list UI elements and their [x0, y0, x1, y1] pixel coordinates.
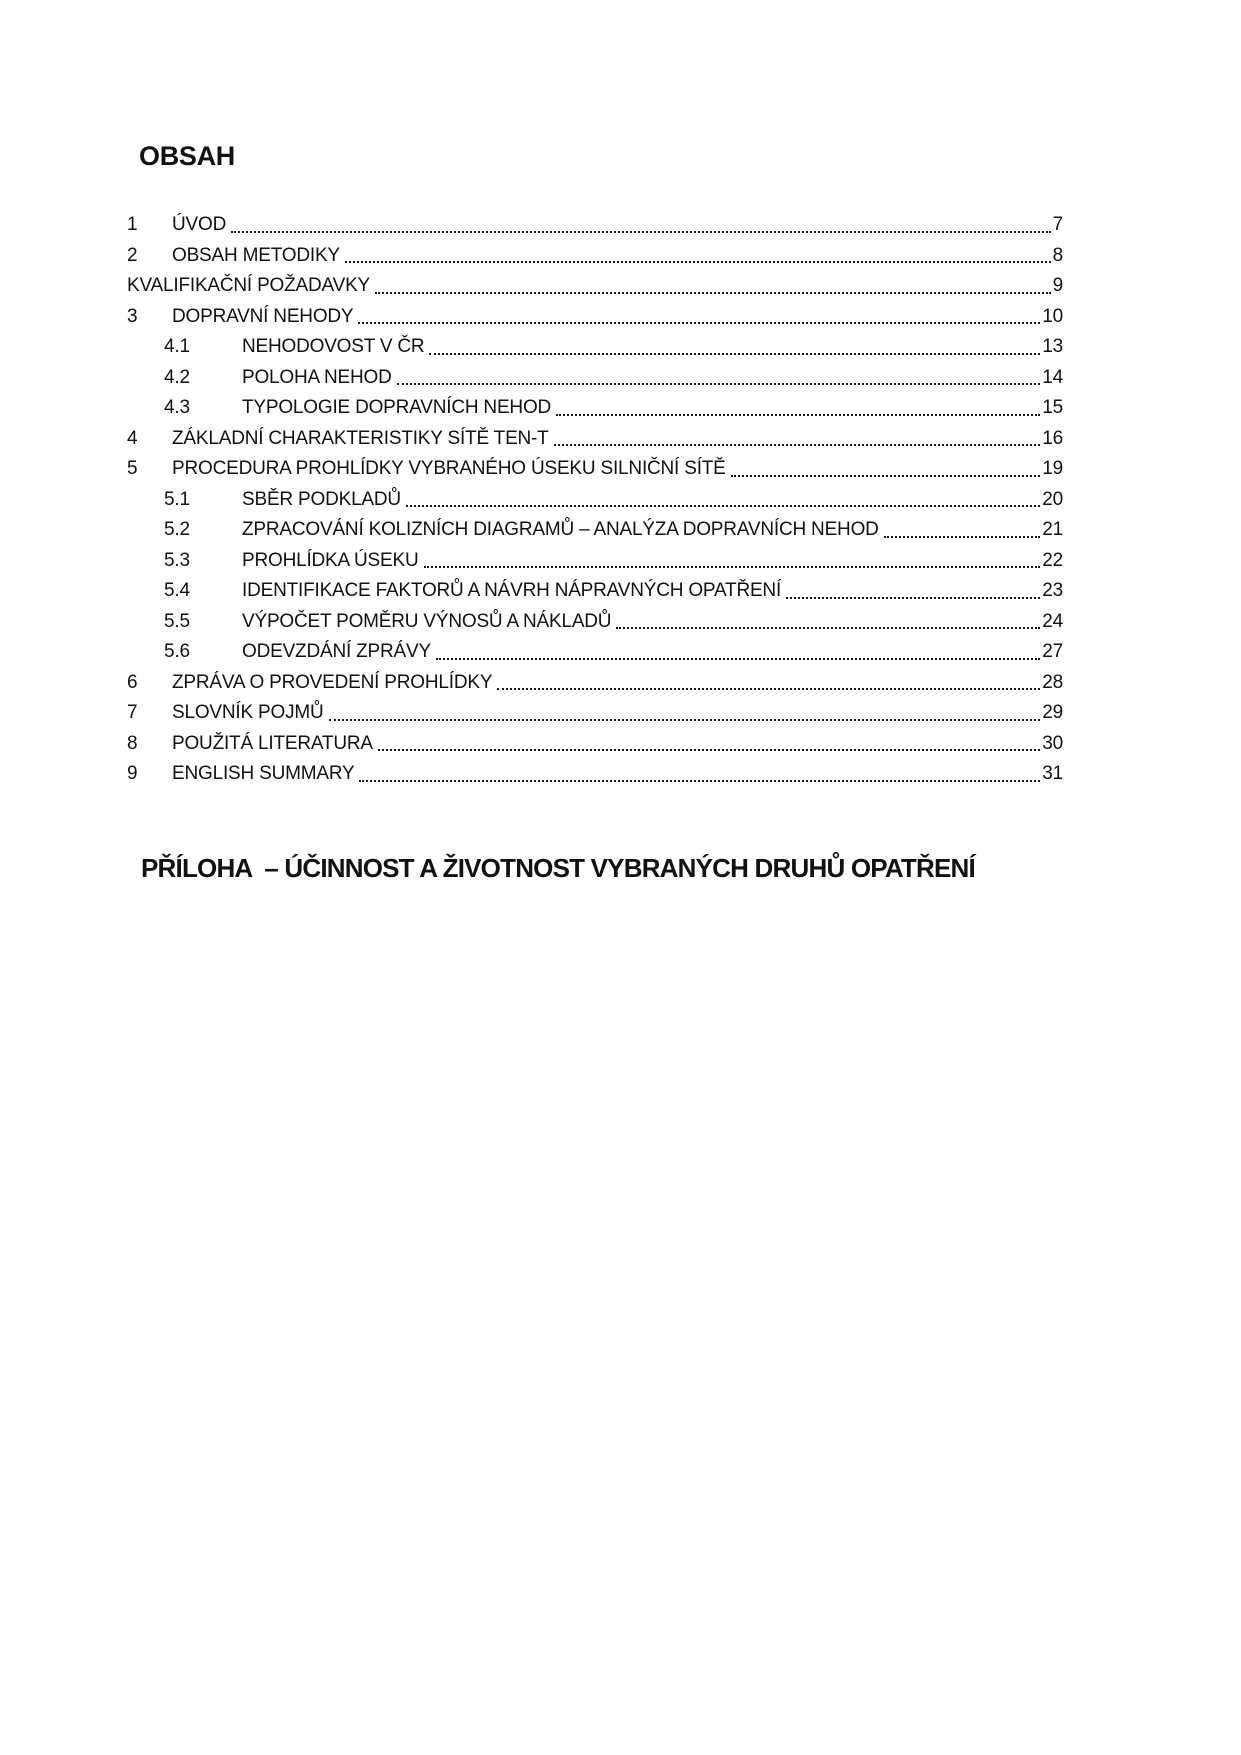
toc-entry-label: ZÁKLADNÍ CHARAKTERISTIKY SÍTĚ TEN-T — [172, 427, 549, 449]
toc-entry[interactable] — [127, 698, 1063, 729]
toc-entry[interactable] — [127, 302, 1063, 333]
toc-entry-label: ODEVZDÁNÍ ZPRÁVY — [242, 641, 431, 662]
toc-entry[interactable] — [127, 515, 1063, 546]
toc-entry-number: 4.3 — [164, 397, 190, 418]
toc-entry-number: 3 — [127, 305, 138, 327]
toc-entry-label: ZPRÁVA O PROVEDENÍ PROHLÍDKY — [172, 671, 493, 693]
toc-entry[interactable] — [127, 729, 1063, 760]
toc-entry-number: 9 — [127, 763, 138, 784]
toc-entry-page: 9 — [1052, 275, 1063, 296]
dot-leader-icon — [424, 546, 1041, 569]
appendix-heading: PŘÍLOHA – ÚČINNOST A ŽIVOTNOST VYBRANÝCH DRUHŮ OPATŘENÍ — [141, 853, 975, 883]
dot-leader-icon — [345, 241, 1051, 264]
toc-entry-page: 10 — [1042, 305, 1063, 327]
page-title: OBSAH — [139, 141, 236, 171]
toc-entry-number: 8 — [127, 732, 138, 754]
toc-entry-label: ZPRACOVÁNÍ KOLIZNÍCH DIAGRAMŮ – ANALÝZA DOPRAVNÍCH NEHOD — [242, 519, 879, 540]
dot-leader-icon — [358, 302, 1040, 325]
toc-entry[interactable] — [127, 271, 1063, 302]
toc-entry-page: 19 — [1042, 458, 1063, 479]
toc-entry-page: 21 — [1042, 519, 1063, 540]
toc-entry-page: 27 — [1042, 641, 1063, 662]
toc-entry[interactable] — [127, 759, 1063, 790]
toc-entry-number: 5.1 — [164, 488, 190, 510]
dot-leader-icon — [616, 607, 1040, 630]
toc-entry[interactable] — [127, 424, 1063, 455]
toc-entry[interactable] — [127, 210, 1063, 241]
toc-entry-page: 22 — [1042, 549, 1063, 571]
toc-entry-label: ENGLISH SUMMARY — [172, 763, 355, 784]
toc-entry-label: POLOHA NEHOD — [242, 366, 392, 388]
dot-leader-icon — [786, 576, 1040, 599]
toc-entry-number: 5 — [127, 458, 138, 479]
dot-leader-icon — [359, 759, 1040, 782]
toc-entry[interactable] — [127, 241, 1063, 272]
toc-entry-page: 23 — [1042, 580, 1063, 601]
toc-entry-page: 8 — [1052, 244, 1063, 266]
toc-entry-number: 6 — [127, 671, 138, 693]
toc-entry-label: TYPOLOGIE DOPRAVNÍCH NEHOD — [242, 397, 552, 418]
toc-entry-number: 2 — [127, 244, 138, 266]
toc-entry[interactable] — [127, 607, 1063, 638]
dot-leader-icon — [436, 637, 1040, 660]
toc-entry-number: 5.3 — [164, 549, 190, 571]
toc-entry-label: KVALIFIKAČNÍ POŽADAVKY — [127, 275, 371, 296]
toc-entry-label: VÝPOČET POMĚRU VÝNOSŮ A NÁKLADŮ — [242, 610, 612, 632]
toc-entry-page: 30 — [1042, 732, 1063, 754]
toc-entry-label: PROCEDURA PROHLÍDKY VYBRANÉHO ÚSEKU SILNIČNÍ SÍTĚ — [172, 458, 726, 479]
toc-entry-number: 7 — [127, 702, 138, 723]
toc-entry-page: 15 — [1042, 397, 1063, 418]
toc-entry-number: 5.5 — [164, 610, 190, 632]
toc-entry[interactable] — [127, 637, 1063, 668]
toc-entry-number: 4 — [127, 427, 138, 449]
dot-leader-icon — [231, 210, 1051, 233]
toc-entry-page: 29 — [1042, 702, 1063, 723]
toc-entry-label: POUŽITÁ LITERATURA — [172, 732, 373, 754]
dot-leader-icon — [406, 485, 1040, 508]
dot-leader-icon — [556, 393, 1040, 416]
toc-entry-label: DOPRAVNÍ NEHODY — [172, 305, 354, 327]
toc-entry-page: 14 — [1042, 366, 1063, 388]
toc-entry-page: 31 — [1042, 763, 1063, 784]
toc-entry[interactable] — [127, 454, 1063, 485]
toc-entry[interactable] — [127, 393, 1063, 424]
toc-entry-number: 5.4 — [164, 580, 190, 601]
toc-entry-number: 1 — [127, 214, 138, 235]
toc-entry-number: 5.6 — [164, 641, 190, 662]
dot-leader-icon — [397, 363, 1041, 386]
toc-entry-label: NEHODOVOST V ČR — [242, 336, 425, 357]
toc-entry-label: SBĚR PODKLADŮ — [242, 488, 401, 510]
dot-leader-icon — [329, 698, 1041, 721]
toc-entry-page: 7 — [1052, 214, 1063, 235]
toc-entry-page: 13 — [1042, 336, 1063, 357]
toc-entry[interactable] — [127, 363, 1063, 394]
table-of-contents — [127, 210, 1063, 790]
toc-entry-label: ÚVOD — [172, 214, 227, 235]
toc-entry[interactable] — [127, 668, 1063, 699]
toc-entry-number: 4.2 — [164, 366, 190, 388]
toc-entry-page: 20 — [1042, 488, 1063, 510]
toc-entry-number: 5.2 — [164, 519, 190, 540]
toc-entry-label: SLOVNÍK POJMŮ — [172, 702, 324, 723]
dot-leader-icon — [375, 271, 1051, 294]
toc-entry-page: 28 — [1042, 671, 1063, 693]
toc-entry-label: IDENTIFIKACE FAKTORŮ A NÁVRH NÁPRAVNÝCH OPATŘENÍ — [242, 580, 782, 601]
toc-entry-label: PROHLÍDKA ÚSEKU — [242, 549, 419, 571]
toc-entry-number: 4.1 — [164, 336, 190, 357]
toc-entry[interactable] — [127, 546, 1063, 577]
toc-entry[interactable] — [127, 332, 1063, 363]
toc-entry-page: 16 — [1042, 427, 1063, 449]
dot-leader-icon — [731, 454, 1041, 477]
dot-leader-icon — [497, 668, 1040, 691]
dot-leader-icon — [429, 332, 1040, 355]
toc-entry[interactable] — [127, 576, 1063, 607]
dot-leader-icon — [554, 424, 1041, 447]
toc-entry-page: 24 — [1042, 610, 1063, 632]
toc-entry[interactable] — [127, 485, 1063, 516]
dot-leader-icon — [884, 515, 1041, 538]
dot-leader-icon — [378, 729, 1040, 752]
toc-entry-label: OBSAH METODIKY — [172, 244, 340, 266]
